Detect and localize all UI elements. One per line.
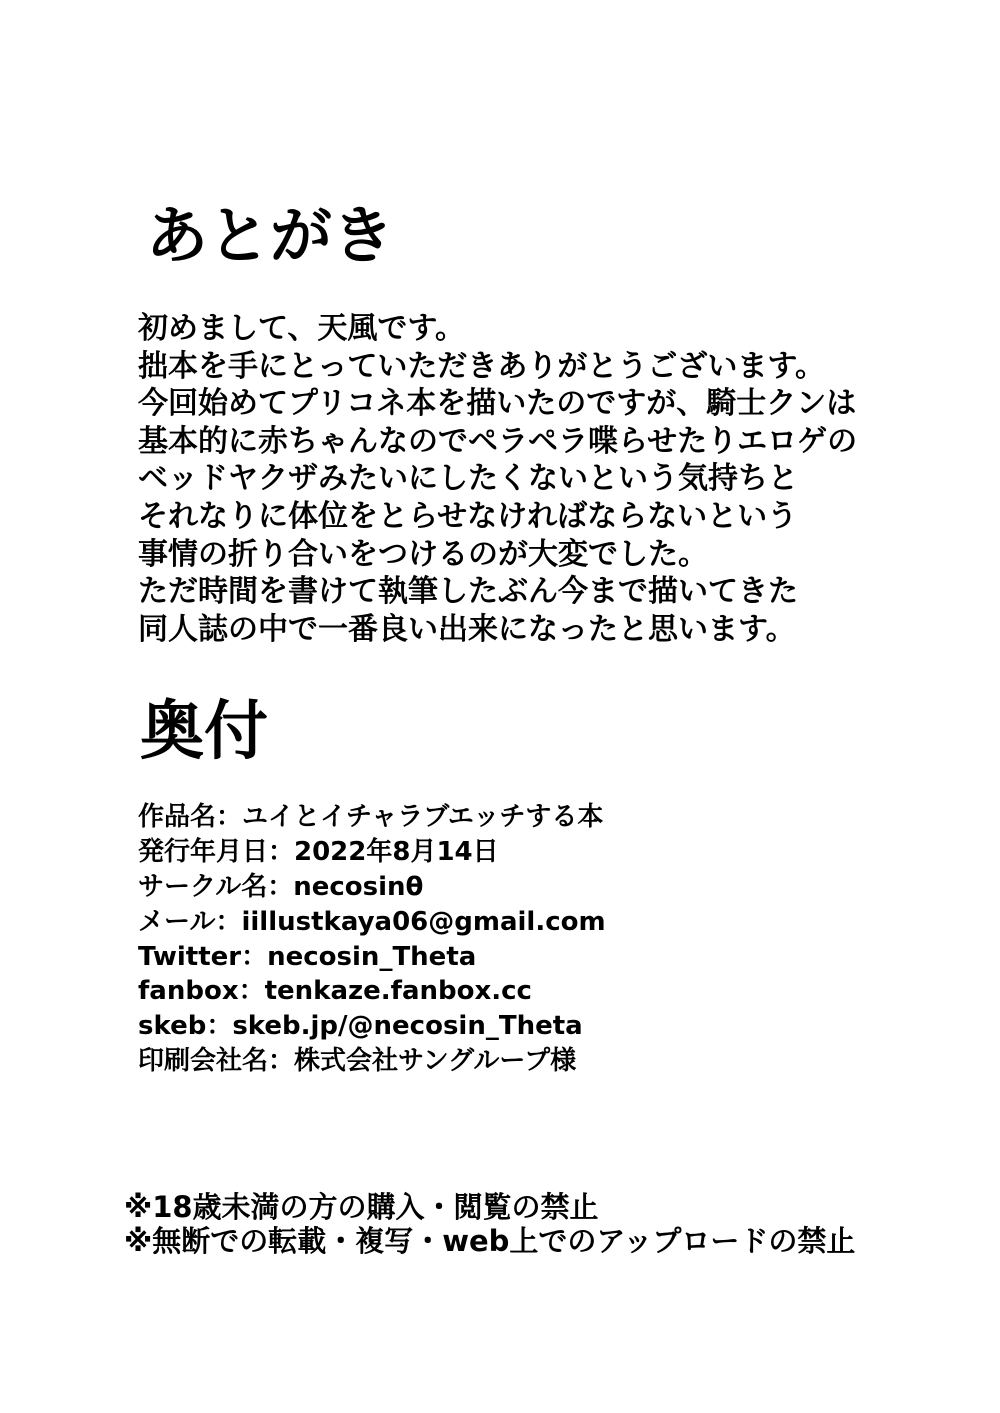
- afterword-line: 事情の折り合いをつけるのが大変でした。: [138, 536, 708, 572]
- afterword-line: 基本的に赤ちゃんなのでペラペラ喋らせたりエロゲの: [138, 423, 858, 459]
- colophon-title-line: 作品名：ユイとイチャラブエッチする本: [138, 802, 604, 832]
- afterword-body: [138, 310, 857, 648]
- age-restriction-notice: ※18歳未満の方の購入・閲覧の禁止: [124, 1190, 599, 1224]
- afterword-line: それなりに体位をとらせなければならないという: [138, 498, 798, 534]
- afterword-line: 拙本を手にとっていただきありがとうございます。: [138, 348, 825, 384]
- colophon-printer-line: 印刷会社名：株式会社サングループ様: [138, 1046, 577, 1077]
- colophon-fanbox-line: fanbox：tenkaze.fanbox.cc: [138, 976, 532, 1007]
- colophon-date-line: 発行年月日：2022年8月14日: [138, 836, 499, 867]
- afterword-line: ベッドヤクザみたいにしたくないという気持ちと: [138, 461, 798, 497]
- colophon-list: [138, 800, 606, 1079]
- colophon-heading: 奥付: [140, 695, 268, 769]
- reproduction-prohibited-notice: ※無断での転載・複写・web上でのアップロードの禁止: [124, 1224, 856, 1258]
- colophon-circle-line: サークル名：necosinθ: [138, 871, 424, 902]
- afterword-line: ただ時間を書けて執筆したぶん今まで描いてきた: [138, 574, 798, 610]
- colophon-twitter-line: Twitter：necosin_Theta: [138, 941, 477, 972]
- afterword-line: 今回始めてプリコネ本を描いたのですが、騎士クンは: [138, 386, 857, 422]
- afterword-line: 同人誌の中で一番良い出来になったと思います。: [138, 611, 796, 647]
- notices: [124, 1190, 855, 1258]
- colophon-skeb-line: skeb：skeb.jp/@necosin_Theta: [138, 1011, 583, 1042]
- afterword-heading: あとがき: [146, 199, 395, 272]
- colophon-email-line: メール：iillustkaya06@gmail.com: [138, 906, 606, 937]
- afterword-line: 初めまして、天風です。: [138, 311, 465, 346]
